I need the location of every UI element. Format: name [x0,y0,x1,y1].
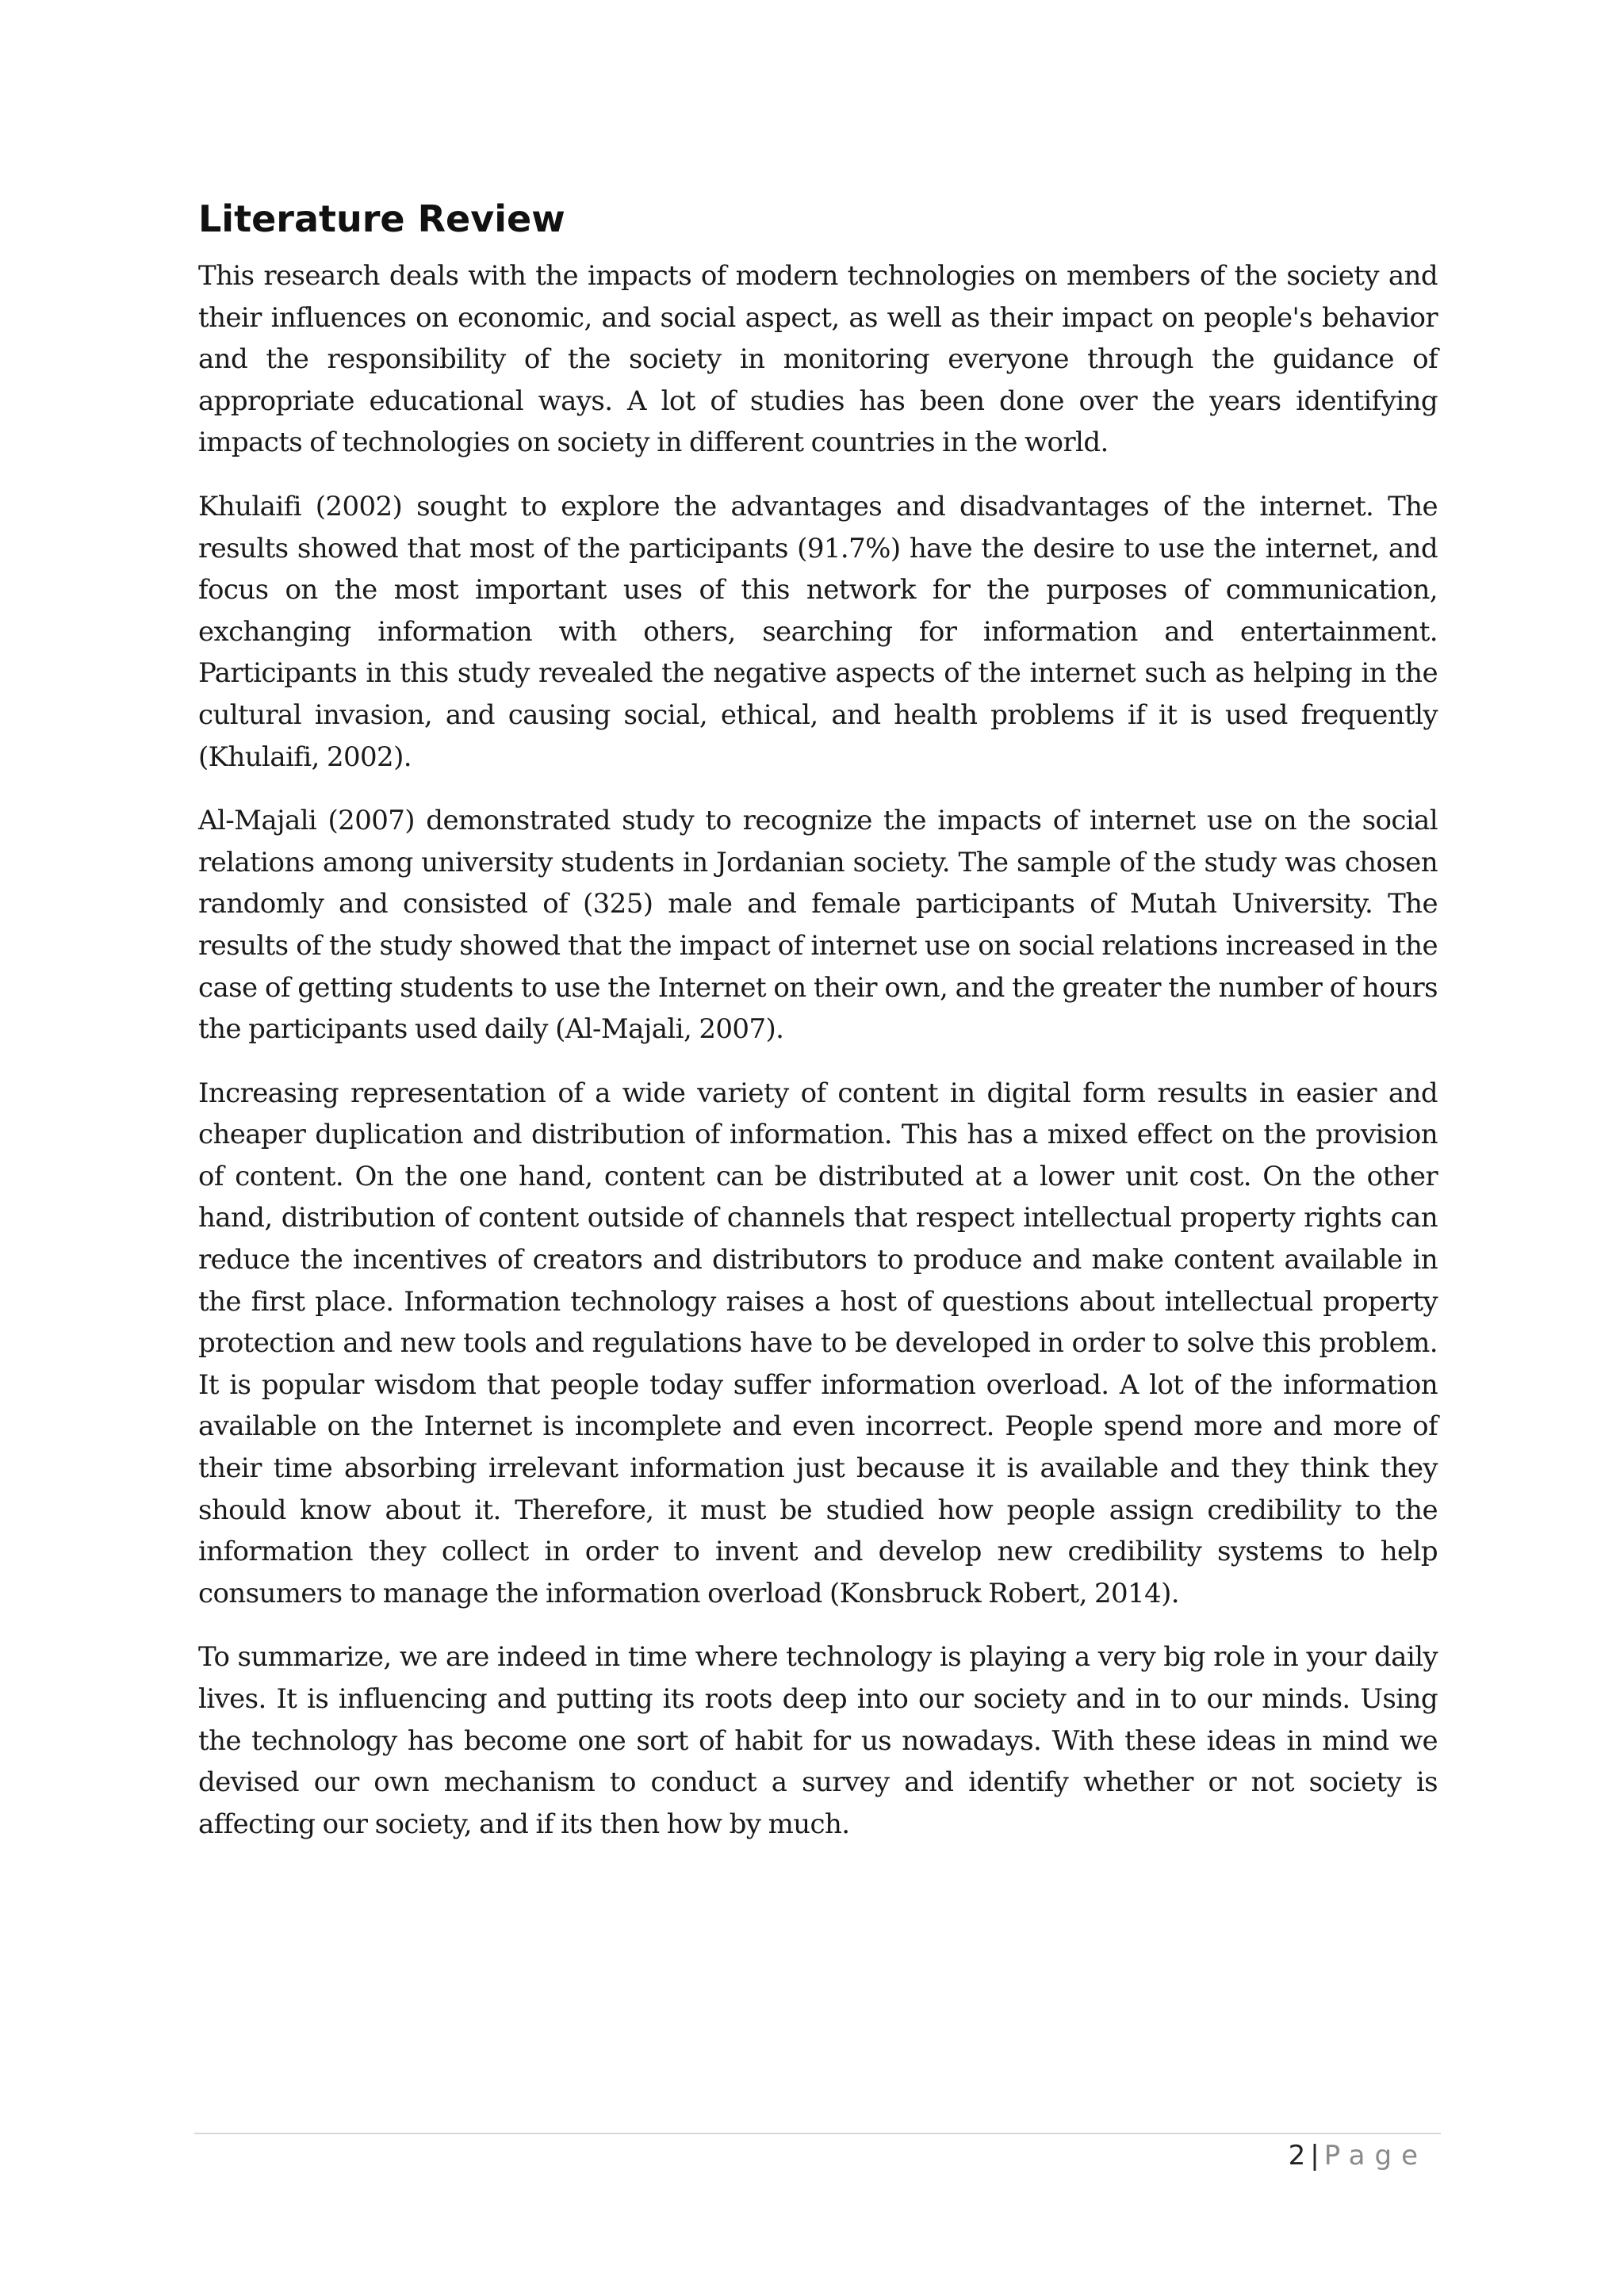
page-number: 2 [1288,2140,1306,2172]
footer-divider [194,2133,1441,2134]
paragraph-summary: To summarize, we are indeed in time where technology is playing a very big role in your daily lives. It is influencing and putting its roots deep into our society and in to our minds. Using the technology has become one sort of habit for us nowadays. With these ideas in mind we devised our own mechanism to conduct a survey and identify whether or not society is affecting our society, and if its then how by much. [198,1641,1438,1840]
paragraph-khulaifi: Khulaifi (2002) sought to explore the advantages and disadvantages of the internet. The results showed that most of the participants (91.7%) have the desire to use the internet, and focus on the most important uses of this network for the purposes of communication, exchanging information with others, searching for information and entertainment. Participants in this study revealed the negative aspects of the internet such as helping in the cultural invasion, and causing social, ethical, and health problems if it is used frequently (Khulaifi, 2002). [198,490,1438,773]
paragraph-digital-content: Increasing representation of a wide variety of content in digital form results in easier and cheaper duplication and distribution of information. This has a mixed effect on the provision of content. On the one hand, content can be distributed at a lower unit cost. On the other hand, distribution of content outside of channels that respect intellectual property rights can reduce the incentives of creators and distributors to produce and make content available in the first place. Information technology raises a host of questions about intellectual property protection and new tools and regulations have to be developed in order to solve this problem. It is popular wisdom that people today suffer information overload. A lot of the information available on the Internet is incomplete and even incorrect. People spend more and more of their time absorbing irrelevant information just because it is available and they think they should know about it. Therefore, it must be studied how people assign credibility to the information they collect in order to invent and develop new credibility systems to help consumers to manage the information overload (Konsbruck Robert, 2014). [198,1077,1438,1609]
paragraph-al-majali: Al-Majali (2007) demonstrated study to recognize the impacts of internet use on the social relations among university students in Jordanian society. The sample of the study was chosen randomly and consisted of (325) male and female participants of Mutah University. The results of the study showed that the impact of internet use on social relations increased in the case of getting students to use the Internet on their own, and the greater the number of hours the participants used daily (Al-Majali, 2007). [198,805,1438,1046]
footer-separator: | [1310,2140,1320,2172]
page-footer [1289,2136,1427,2175]
page-content [198,193,1438,1867]
page-label: Page [1323,2140,1427,2172]
paragraph-intro: This research deals with the impacts of modern technologies on members of the society and their influences on economic, and social aspect, as well as their impact on people's behavior and the responsibility of the society in monitoring everyone through the guidance of appropriate educational ways. A lot of studies has been done over the years identifying impacts of technologies on society in different countries in the world. [198,260,1438,459]
section-heading: Literature Review [198,197,565,240]
